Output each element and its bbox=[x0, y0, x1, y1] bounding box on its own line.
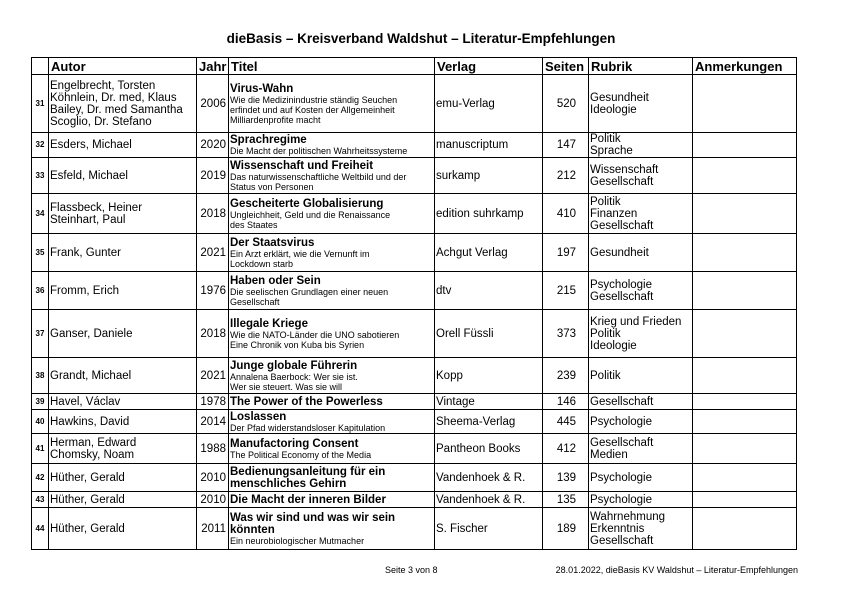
cell-line: Hüther, Gerald bbox=[50, 522, 125, 535]
cell-rubrik bbox=[589, 394, 693, 410]
cell-anmerkungen bbox=[693, 464, 797, 492]
table-row bbox=[32, 410, 797, 434]
cell-titel bbox=[229, 508, 435, 550]
header-nr bbox=[32, 58, 49, 75]
header-row bbox=[32, 58, 797, 75]
literature-table bbox=[31, 57, 797, 550]
header-autor: Autor bbox=[49, 58, 197, 75]
cell-rubrik bbox=[589, 410, 693, 434]
cell-autor bbox=[49, 508, 197, 550]
cell-autor bbox=[49, 464, 197, 492]
cell-line: Bailey, Dr. med Samantha bbox=[50, 103, 183, 116]
cell-line: Politik bbox=[590, 369, 621, 382]
document-title: dieBasis – Kreisverband Waldshut – Literatur-Empfehlungen bbox=[226, 31, 616, 46]
book-title: Der Staatsvirus bbox=[230, 236, 315, 249]
cell-line: Gesellschaft bbox=[590, 219, 654, 232]
cell-verlag: surkamp bbox=[435, 158, 543, 194]
cell-line: Scoglio, Dr. Stefano bbox=[50, 115, 152, 128]
cell-verlag: dtv bbox=[435, 272, 543, 310]
cell-line: Havel, Václav bbox=[50, 395, 121, 408]
cell-line: Hüther, Gerald bbox=[50, 493, 125, 506]
book-title: Haben oder Sein bbox=[230, 274, 321, 287]
cell-anmerkungen bbox=[693, 394, 797, 410]
cell-rubrik bbox=[589, 234, 693, 272]
cell-line: Gesellschaft bbox=[590, 534, 654, 547]
cell-nr: 41 bbox=[32, 434, 49, 464]
cell-verlag: manuscriptum bbox=[435, 133, 543, 158]
cell-titel bbox=[229, 133, 435, 158]
cell-line: Ideologie bbox=[590, 103, 637, 116]
cell-anmerkungen bbox=[693, 310, 797, 358]
cell-line: Gesellschaft bbox=[590, 175, 654, 188]
book-title: Was wir sind und was wir sein könnten bbox=[230, 511, 396, 536]
cell-line: Sprache bbox=[590, 145, 633, 157]
cell-titel bbox=[229, 158, 435, 194]
cell-nr: 31 bbox=[32, 75, 49, 133]
header-verlag: Verlag bbox=[435, 58, 543, 75]
cell-line: Gesundheit bbox=[590, 91, 649, 104]
cell-anmerkungen bbox=[693, 75, 797, 133]
cell-line: Hüther, Gerald bbox=[50, 471, 125, 484]
cell-line: Finanzen bbox=[590, 207, 638, 220]
title-subtitle-line: Ungleichheit, Geld und die Renaissance bbox=[230, 209, 391, 220]
title-subtitle-line: The Political Economy of the Media bbox=[230, 449, 372, 460]
cell-autor bbox=[49, 410, 197, 434]
cell-line: Steinhart, Paul bbox=[50, 213, 126, 226]
cell-line: Wissenschaft bbox=[590, 163, 659, 176]
cell-titel bbox=[229, 492, 435, 508]
cell-line: Gesellschaft bbox=[590, 290, 654, 303]
book-title: Die Macht der inneren Bilder bbox=[230, 493, 386, 506]
cell-verlag: edition suhrkamp bbox=[435, 194, 543, 234]
cell-line: Köhnlein, Dr. med, Klaus bbox=[50, 91, 177, 104]
table-row bbox=[32, 464, 797, 492]
cell-autor bbox=[49, 272, 197, 310]
title-subtitle-line: erfindet und auf Kosten der Allgemeinheit bbox=[230, 104, 395, 115]
cell-anmerkungen bbox=[693, 158, 797, 194]
cell-line: Hawkins, David bbox=[50, 415, 130, 428]
book-title: Loslassen bbox=[230, 410, 287, 423]
cell-seiten: 445 bbox=[543, 410, 589, 434]
cell-jahr: 2006 bbox=[197, 75, 229, 133]
cell-line: Ideologie bbox=[590, 339, 637, 352]
table-row bbox=[32, 158, 797, 194]
cell-line: Esfeld, Michael bbox=[50, 169, 128, 182]
cell-autor bbox=[49, 75, 197, 133]
cell-rubrik bbox=[589, 492, 693, 508]
cell-seiten: 212 bbox=[543, 158, 589, 194]
cell-line: Flassbeck, Heiner bbox=[50, 201, 143, 214]
table-row bbox=[32, 194, 797, 234]
cell-line: Grandt, Michael bbox=[50, 369, 132, 382]
cell-line: Chomsky, Noam bbox=[50, 448, 135, 461]
cell-titel bbox=[229, 75, 435, 133]
cell-titel bbox=[229, 434, 435, 464]
cell-titel bbox=[229, 234, 435, 272]
cell-titel bbox=[229, 310, 435, 358]
cell-line: Medien bbox=[590, 448, 628, 461]
cell-titel bbox=[229, 410, 435, 434]
cell-line: Politik bbox=[590, 195, 621, 208]
cell-seiten: 197 bbox=[543, 234, 589, 272]
cell-verlag: Vandenhoek & R. bbox=[435, 492, 543, 508]
cell-titel bbox=[229, 394, 435, 410]
cell-autor bbox=[49, 133, 197, 158]
cell-line: Psychologie bbox=[590, 415, 653, 428]
book-title: Bedienungsanleitung für ein menschliches Gehirn bbox=[230, 465, 386, 490]
footer-page-number: Seite 3 von 8 bbox=[385, 565, 438, 575]
cell-line: Gesellschaft bbox=[590, 395, 654, 408]
cell-line: Ganser, Daniele bbox=[50, 327, 133, 340]
cell-verlag: Pantheon Books bbox=[435, 434, 543, 464]
cell-anmerkungen bbox=[693, 133, 797, 158]
cell-titel bbox=[229, 464, 435, 492]
cell-titel bbox=[229, 194, 435, 234]
cell-line: Psychologie bbox=[590, 278, 653, 291]
cell-anmerkungen bbox=[693, 234, 797, 272]
cell-line: Gesundheit bbox=[590, 246, 649, 259]
cell-seiten: 139 bbox=[543, 464, 589, 492]
cell-verlag: Orell Füssli bbox=[435, 310, 543, 358]
cell-verlag: Vandenhoek & R. bbox=[435, 464, 543, 492]
cell-rubrik bbox=[589, 434, 693, 464]
cell-nr: 42 bbox=[32, 464, 49, 492]
cell-nr: 44 bbox=[32, 508, 49, 550]
table-row bbox=[32, 394, 797, 410]
cell-anmerkungen bbox=[693, 492, 797, 508]
cell-rubrik bbox=[589, 464, 693, 492]
cell-autor bbox=[49, 434, 197, 464]
cell-jahr: 2018 bbox=[197, 310, 229, 358]
cell-rubrik bbox=[589, 310, 693, 358]
cell-nr: 35 bbox=[32, 234, 49, 272]
title-subtitle-line: Der Pfad widerstandsloser Kapitulation bbox=[230, 422, 386, 433]
book-title: Virus-Wahn bbox=[230, 82, 294, 95]
header-titel: Titel bbox=[229, 58, 435, 75]
cell-jahr: 2020 bbox=[197, 133, 229, 158]
cell-seiten: 373 bbox=[543, 310, 589, 358]
cell-line: Gesellschaft bbox=[590, 436, 654, 449]
cell-titel bbox=[229, 272, 435, 310]
cell-seiten: 520 bbox=[543, 75, 589, 133]
cell-jahr: 2019 bbox=[197, 158, 229, 194]
book-title: Junge globale Führerin bbox=[230, 359, 358, 372]
cell-line: Psychologie bbox=[590, 493, 653, 506]
cell-seiten: 147 bbox=[543, 133, 589, 158]
cell-rubrik bbox=[589, 75, 693, 133]
book-title: Gescheiterte Globalisierung bbox=[230, 197, 384, 210]
header-anmerkungen: Anmerkungen bbox=[693, 58, 797, 75]
table-row bbox=[32, 358, 797, 394]
header-jahr: Jahr bbox=[197, 58, 229, 75]
cell-anmerkungen bbox=[693, 194, 797, 234]
cell-seiten: 146 bbox=[543, 394, 589, 410]
title-subtitle-line: Annalena Baerbock: Wer sie ist. bbox=[230, 371, 358, 382]
cell-nr: 43 bbox=[32, 492, 49, 508]
cell-verlag: S. Fischer bbox=[435, 508, 543, 550]
cell-anmerkungen bbox=[693, 508, 797, 550]
cell-autor bbox=[49, 234, 197, 272]
cell-jahr: 2014 bbox=[197, 410, 229, 434]
cell-rubrik bbox=[589, 358, 693, 394]
cell-rubrik bbox=[589, 133, 693, 158]
cell-line: Psychologie bbox=[590, 471, 653, 484]
cell-anmerkungen bbox=[693, 434, 797, 464]
cell-rubrik bbox=[589, 508, 693, 550]
title-subtitle-line: Die Macht der politischen Wahrheitssysteme bbox=[230, 146, 408, 156]
title-subtitle-line: Die seelischen Grundlagen einer neuen bbox=[230, 286, 389, 297]
cell-autor bbox=[49, 394, 197, 410]
book-title: Wissenschaft und Freiheit bbox=[230, 159, 374, 172]
cell-nr: 32 bbox=[32, 133, 49, 158]
cell-line: Herman, Edward bbox=[50, 436, 137, 449]
title-subtitle-line: Wie die Medizinindustrie ständig Seuchen bbox=[230, 94, 398, 105]
cell-verlag: emu-Verlag bbox=[435, 75, 543, 133]
cell-verlag: Kopp bbox=[435, 358, 543, 394]
cell-autor bbox=[49, 158, 197, 194]
cell-line: Krieg und Frieden bbox=[590, 315, 682, 328]
cell-line: Esders, Michael bbox=[50, 139, 132, 151]
cell-seiten: 189 bbox=[543, 508, 589, 550]
title-subtitle-line: des Staates bbox=[230, 219, 278, 230]
cell-titel bbox=[229, 358, 435, 394]
cell-nr: 38 bbox=[32, 358, 49, 394]
cell-line: Politik bbox=[590, 133, 621, 145]
cell-seiten: 410 bbox=[543, 194, 589, 234]
title-subtitle-line: Lockdown starb bbox=[230, 258, 294, 269]
cell-line: Frank, Gunter bbox=[50, 246, 121, 259]
title-subtitle-line: Ein Arzt erklärt, wie die Vernunft im bbox=[230, 248, 370, 259]
title-subtitle-line: Status von Personen bbox=[230, 181, 314, 192]
table-row bbox=[32, 434, 797, 464]
cell-line: Wahrnehmung bbox=[590, 510, 666, 523]
book-title: Manufactoring Consent bbox=[230, 437, 359, 450]
cell-rubrik bbox=[589, 272, 693, 310]
cell-verlag: Sheema-Verlag bbox=[435, 410, 543, 434]
title-subtitle-line: Wie die NATO-Länder die UNO sabotieren bbox=[230, 329, 400, 340]
cell-jahr: 1976 bbox=[197, 272, 229, 310]
cell-nr: 40 bbox=[32, 410, 49, 434]
title-subtitle-line: Ein neurobiologischer Mutmacher bbox=[230, 535, 365, 546]
cell-jahr: 2021 bbox=[197, 358, 229, 394]
cell-jahr: 2010 bbox=[197, 464, 229, 492]
book-title: Sprachregime bbox=[230, 134, 307, 146]
title-subtitle-line: Gesellschaft bbox=[230, 296, 280, 307]
table-row bbox=[32, 492, 797, 508]
book-title: Illegale Kriege bbox=[230, 317, 308, 330]
cell-rubrik bbox=[589, 194, 693, 234]
header-rubrik: Rubrik bbox=[589, 58, 693, 75]
cell-nr: 33 bbox=[32, 158, 49, 194]
cell-jahr: 2011 bbox=[197, 508, 229, 550]
footer-date-info: 28.01.2022, dieBasis KV Waldshut – Literatur-Empfehlungen bbox=[555, 565, 798, 575]
cell-seiten: 135 bbox=[543, 492, 589, 508]
cell-jahr: 2021 bbox=[197, 234, 229, 272]
header-seiten: Seiten bbox=[543, 58, 589, 75]
cell-autor bbox=[49, 492, 197, 508]
cell-anmerkungen bbox=[693, 410, 797, 434]
cell-nr: 36 bbox=[32, 272, 49, 310]
cell-rubrik bbox=[589, 158, 693, 194]
cell-autor bbox=[49, 358, 197, 394]
cell-autor bbox=[49, 194, 197, 234]
title-subtitle-line: Das naturwissenschaftliche Weltbild und der bbox=[230, 171, 407, 182]
cell-autor bbox=[49, 310, 197, 358]
title-subtitle-line: Eine Chronik von Kuba bis Syrien bbox=[230, 339, 365, 350]
table-row bbox=[32, 508, 797, 550]
cell-verlag: Vintage bbox=[435, 394, 543, 410]
table-row bbox=[32, 272, 797, 310]
cell-line: Erkenntnis bbox=[590, 522, 645, 535]
table-row bbox=[32, 310, 797, 358]
cell-nr: 37 bbox=[32, 310, 49, 358]
cell-line: Fromm, Erich bbox=[50, 284, 119, 297]
title-subtitle-line: Milliardenprofite macht bbox=[230, 114, 321, 125]
cell-nr: 34 bbox=[32, 194, 49, 234]
title-subtitle-line: Wer sie steuert. Was sie will bbox=[230, 381, 343, 392]
cell-jahr: 1978 bbox=[197, 394, 229, 410]
table-row bbox=[32, 75, 797, 133]
cell-line: Politik bbox=[590, 327, 621, 340]
cell-seiten: 215 bbox=[543, 272, 589, 310]
table-body bbox=[32, 75, 797, 550]
cell-seiten: 239 bbox=[543, 358, 589, 394]
book-title: The Power of the Powerless bbox=[230, 395, 383, 408]
cell-anmerkungen bbox=[693, 272, 797, 310]
cell-jahr: 2018 bbox=[197, 194, 229, 234]
cell-verlag: Achgut Verlag bbox=[435, 234, 543, 272]
cell-nr: 39 bbox=[32, 394, 49, 410]
table-row bbox=[32, 234, 797, 272]
cell-anmerkungen bbox=[693, 358, 797, 394]
table-row bbox=[32, 133, 797, 158]
cell-line: Engelbrecht, Torsten bbox=[50, 79, 156, 92]
cell-seiten: 412 bbox=[543, 434, 589, 464]
cell-jahr: 2010 bbox=[197, 492, 229, 508]
cell-jahr: 1988 bbox=[197, 434, 229, 464]
